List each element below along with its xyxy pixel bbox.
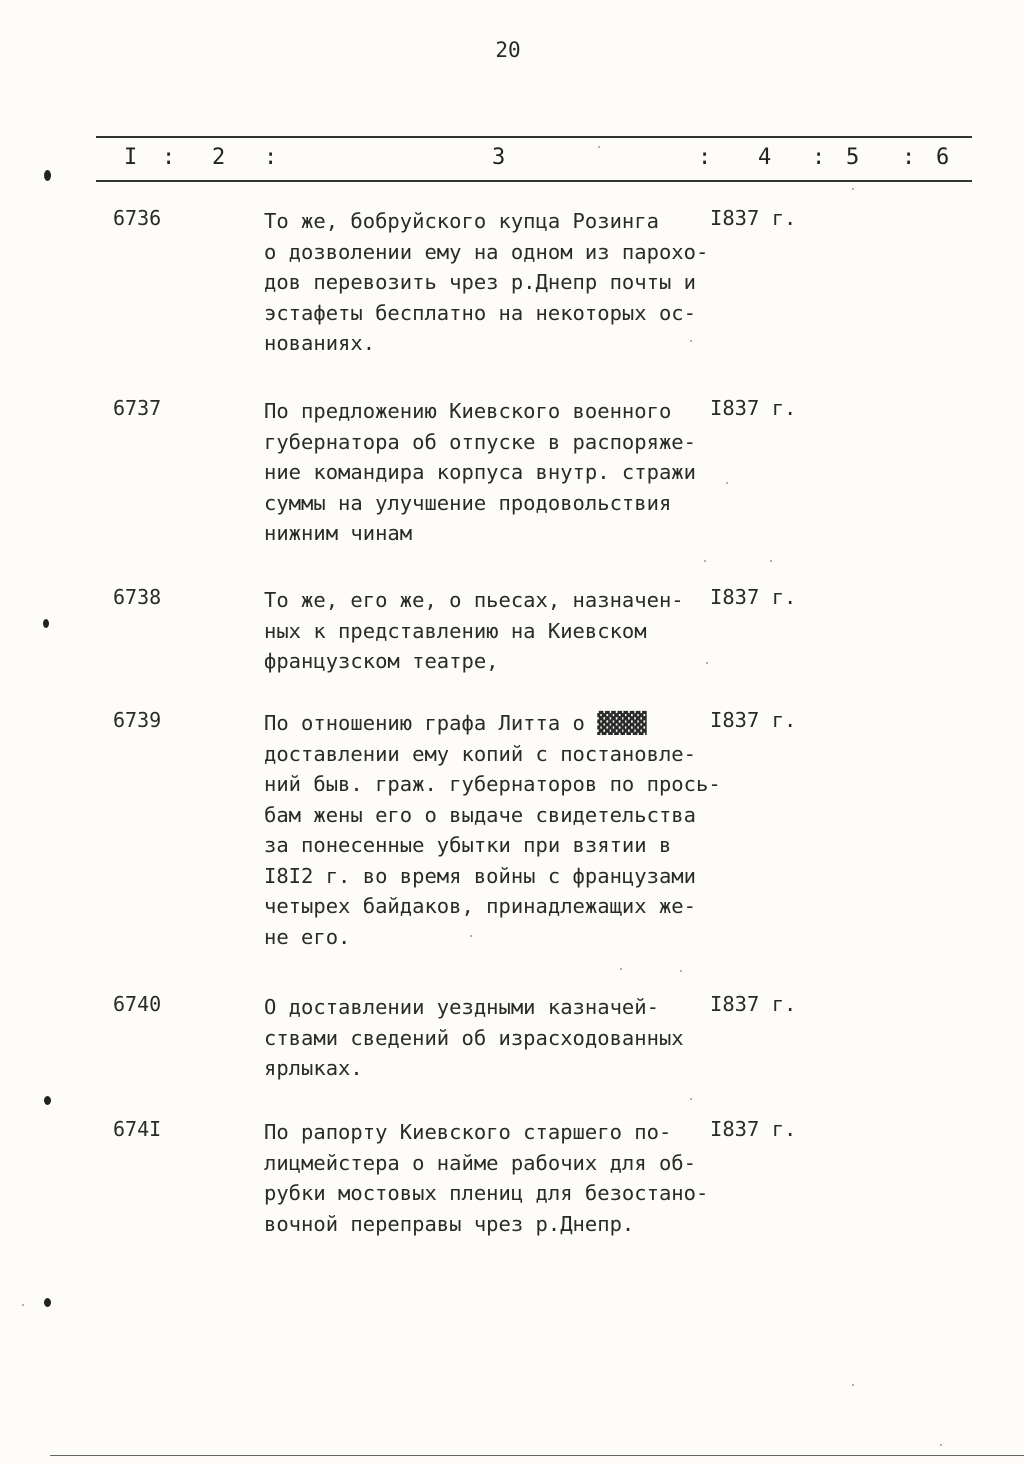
- dust-speck: [706, 662, 708, 664]
- dust-speck: [470, 935, 472, 937]
- entry-description: То же, его же, о пьесах, назначен- ных к представлению на Киевском французском театре,: [264, 588, 684, 673]
- dust-speck: [940, 1444, 942, 1446]
- dust-speck: [680, 970, 682, 972]
- entry-description: О доставлении уездными казначей- ствами сведений об израсходованных ярлыках.: [264, 995, 684, 1080]
- header-bottom-rule: [96, 180, 972, 182]
- entry-year: I837 г.: [710, 396, 797, 420]
- entry-year: I837 г.: [710, 708, 797, 732]
- entry-number: 6737: [113, 396, 162, 420]
- page-number: 20: [495, 38, 521, 62]
- col-header-sep-2: :: [264, 145, 278, 170]
- entry-description: По предложению Киевского военного губернатора об отпуске в распоряже- ние командира корпуса внутр. стражи суммы на улучшение продовольствия нижним чинам: [264, 399, 696, 545]
- col-header-sep-5: :: [902, 145, 916, 170]
- entry-number: 6740: [113, 992, 162, 1016]
- col-header-3: 3: [492, 145, 506, 170]
- entry-year: I837 г.: [710, 585, 797, 609]
- dust-speck: [690, 340, 692, 342]
- entry-number: 6739: [113, 708, 162, 732]
- dust-speck: [852, 188, 854, 190]
- binding-hole-mark: [44, 1096, 51, 1105]
- entry-description: По отношению графа Литта о ▓▓▓▓ доставлении ему копий с постановле- ний быв. граж. губернаторов по прось- бам жены его о выдаче свидетельства за понесенные убытки при взятии в I8I2 г. во время войны с французами четырех байдаков, принадлежащих же- не его.: [264, 711, 721, 949]
- entry-number: 6736: [113, 206, 162, 230]
- dust-speck: [598, 146, 600, 148]
- binding-hole-mark: [44, 1298, 51, 1307]
- entry-year: I837 г.: [710, 206, 797, 230]
- entry-description: То же, бобруйского купца Розинга о дозволении ему на одном из парохо- дов перевозить чрез р.Днепр почты и эстафеты бесплатно на некоторых ос- нованиях.: [264, 209, 709, 355]
- col-header-4: 4: [758, 145, 772, 170]
- col-header-2: 2: [212, 145, 226, 170]
- dust-speck: [704, 560, 706, 562]
- binding-hole-mark: [44, 170, 51, 181]
- dust-speck: [726, 482, 728, 484]
- dust-speck: [852, 1384, 854, 1386]
- dust-speck: [770, 560, 772, 562]
- entry-year: I837 г.: [710, 1117, 797, 1141]
- footer-rule: [50, 1455, 1024, 1456]
- col-header-6: 6: [936, 145, 950, 170]
- entry-number: 6738: [113, 585, 162, 609]
- dust-speck: [690, 1098, 692, 1100]
- col-header-sep-4: :: [812, 145, 826, 170]
- col-header-1: I: [124, 145, 138, 170]
- col-header-sep-3: :: [698, 145, 712, 170]
- entry-year: I837 г.: [710, 992, 797, 1016]
- dust-speck: [22, 1304, 24, 1306]
- dust-speck: [620, 968, 622, 970]
- binding-hole-mark: [43, 619, 49, 628]
- col-header-5: 5: [846, 145, 860, 170]
- header-top-rule: [96, 136, 972, 138]
- col-header-sep-1: :: [162, 145, 176, 170]
- entry-number: 674I: [113, 1117, 162, 1141]
- entry-description: По рапорту Киевского старшего по- лицмейстера о найме рабочих для об- рубки мостовых плениц для безостано- вочной переправы чрез р.Днепр.: [264, 1120, 709, 1236]
